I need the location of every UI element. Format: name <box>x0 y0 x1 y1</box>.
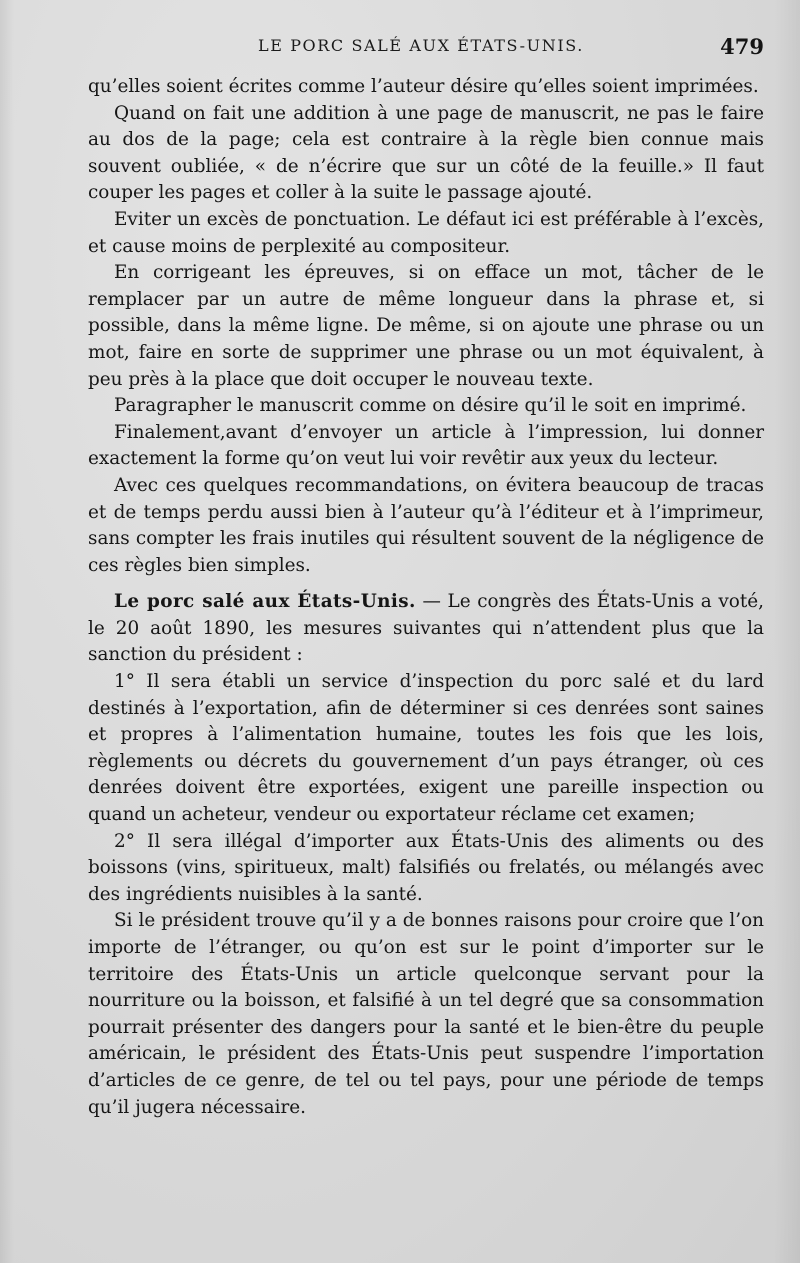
paragraph: Paragrapher le manuscrit comme on désire qu’il le soit en imprimé. <box>114 395 747 417</box>
page-edge-shadow <box>774 0 800 1263</box>
section-paragraph <box>88 589 764 669</box>
section-title: Le porc salé aux États-Unis. <box>114 591 416 613</box>
section-dash: — <box>415 591 448 613</box>
paragraph: 1° Il sera établi un service d’inspection du porc salé et du lard destinés à l’exportation, afin de déterminer si ces denrées sont saines et propres à l’alimentation humaine, toutes les fois que les lois, règlements ou décrets du gouvernement d’un pays étranger, où ces denrées doivent être exportées, exigent une pareille inspection ou quand un acheteur, vendeur ou exportateur réclame cet examen; <box>88 671 764 826</box>
paragraph: qu’elles soient écrites comme l’auteur désire qu’elles soient imprimées. <box>88 76 759 97</box>
paragraph: Quand on fait une addition à une page de manuscrit, ne pas le faire au dos de la page; cela est contraire à la règle bien connue mais souvent oubliée, « de n’écrire que sur un côté de la feuille.» Il faut couper les pages et coller à la suite le passage ajouté. <box>88 102 764 204</box>
paragraph: 2° Il sera illégal d’importer aux États-Unis des aliments ou des boissons (vins, spiritueux, malt) falsifiés ou frelatés, ou mélangés avec des ingrédients nuisibles à la santé. <box>88 830 764 905</box>
running-head: LE PORC SALÉ AUX ÉTATS-UNIS. <box>258 36 584 55</box>
page-header <box>88 34 764 64</box>
page-body <box>88 74 764 1121</box>
paragraph: Eviter un excès de ponctuation. Le défaut ici est préférable à l’excès, et cause moins de perplexité au compositeur. <box>88 208 764 257</box>
paragraph: En corrigeant les épreuves, si on efface un mot, tâcher de le remplacer par un autre de même longueur dans la phrase et, si possible, dans la même ligne. De même, si on ajoute une phrase ou un mot, faire en sorte de supprimer une phrase ou un mot équivalent, à peu près à la place que doit occuper le nouveau texte. <box>88 262 764 390</box>
paragraph: Finalement,avant d’envoyer un article à l’impression, lui donner exactement la forme qu’on veut lui voir revêtir aux yeux du lecteur. <box>88 421 764 470</box>
paragraph: Si le président trouve qu’il y a de bonnes raisons pour croire que l’on importe de l’étranger, ou qu’on est sur le point d’importer sur le territoire des États-Unis un article quelconque servant pour la nourriture ou la boisson, et falsifié à un tel degré que sa consommation pourrait présenter des dangers pour la santé et le bien-être du peuple américain, le président des États-Unis peut suspendre l’importation d’articles de ce genre, de tel ou tel pays, pour une période de temps qu’il jugera nécessaire. <box>88 910 764 1118</box>
page-number: 479 <box>720 34 764 59</box>
page-gutter-shadow <box>0 0 14 1263</box>
paragraph: Avec ces quelques recommandations, on évitera beaucoup de tracas et de temps perdu aussi bien à l’auteur qu’à l’éditeur et à l’imprimeur, sans compter les frais inutiles qui résultent souvent de la négligence de ces règles bien simples. <box>88 474 764 576</box>
section-text: Le congrès des États-Unis a voté, le 20 août 1890, les mesures suivantes qui n’attendent plus que la sanction du président : <box>88 591 764 666</box>
